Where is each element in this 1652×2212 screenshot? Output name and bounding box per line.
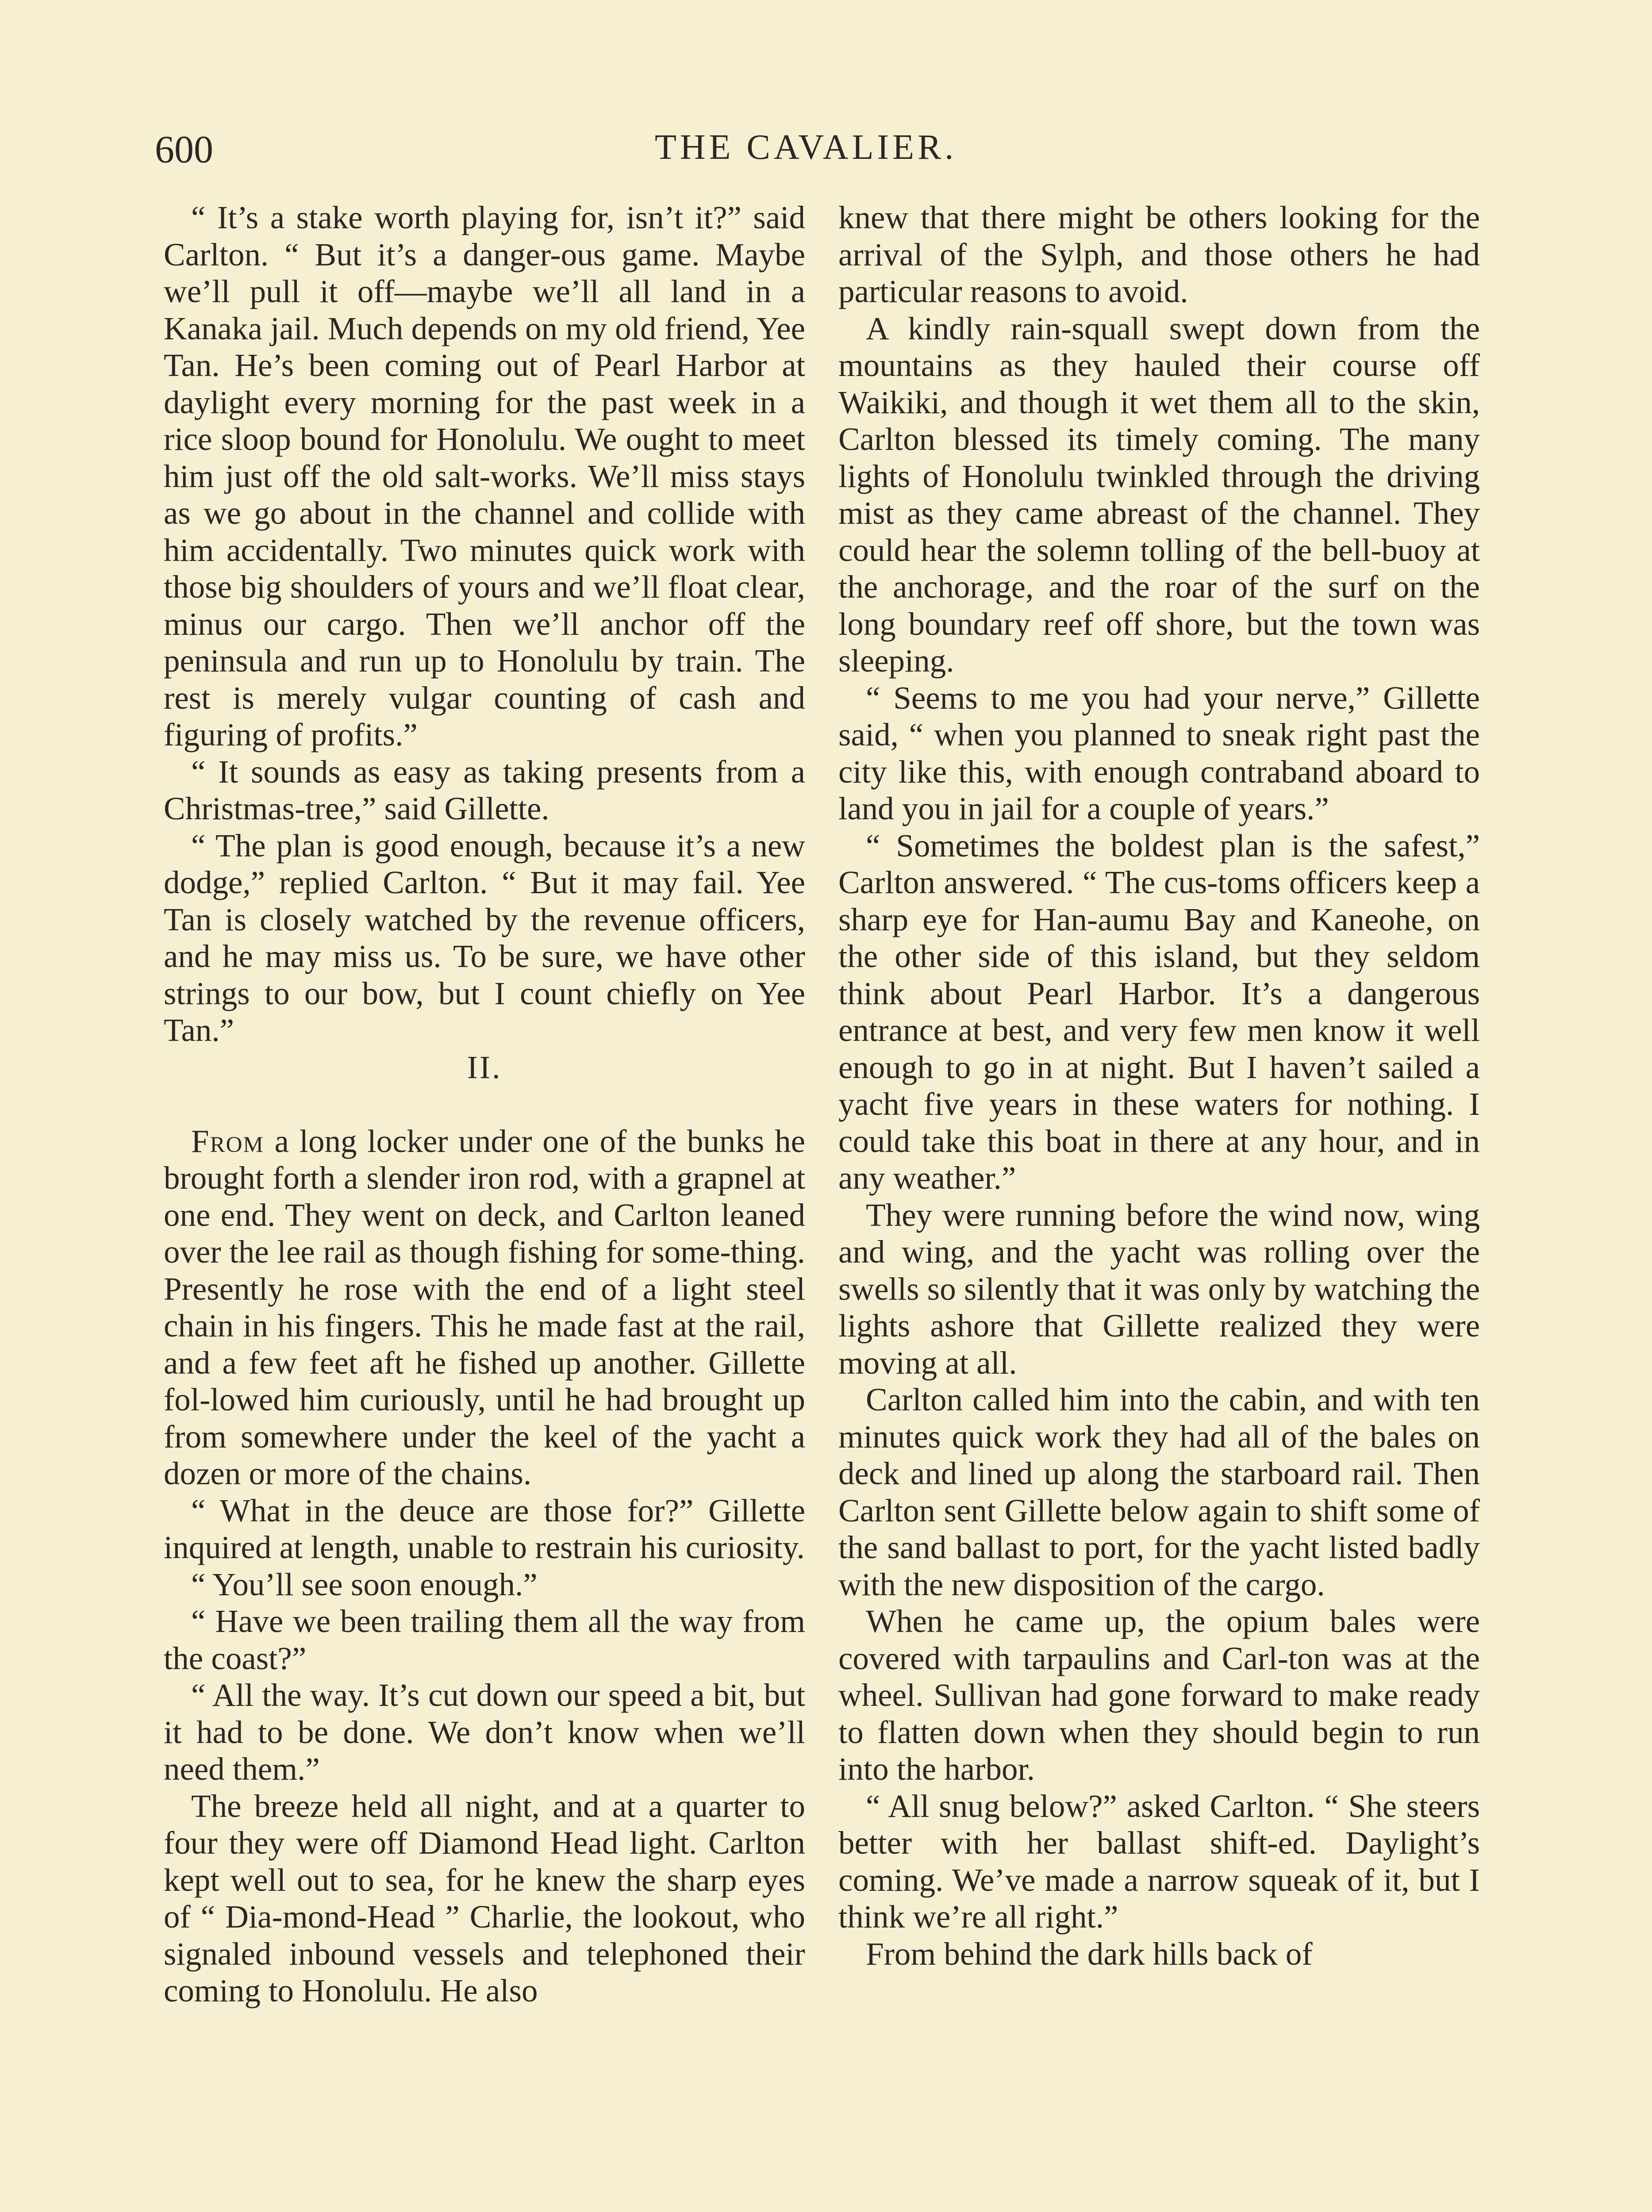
paragraph: “ The plan is good enough, because it’s a new dodge,” replied Carlton. “ But it may fail. Yee Tan is closely watched by the revenue officers, and he may miss us. To be sure, we have other strings to our bow, but I count chiefly on Yee Tan.” [164, 827, 805, 1048]
paragraph: “ Have we been trailing them all the way from the coast?” [164, 1603, 805, 1676]
paragraph: They were running before the wind now, wing and wing, and the yacht was rolling over the swells so silently that it was only by watching the lights ashore that Gillette realized they were moving at all. [838, 1197, 1480, 1381]
paragraph [164, 1123, 805, 1492]
paragraph-text: a long locker under one of the bunks he brought forth a slender iron rod, with a grapnel at one end. They went on deck, and Carlton leaned over the lee rail as though fishing for some-thing. Presently he rose with the end of a light steel chain in his fingers. This he made fast at the rail, and a few feet aft he fished up another. Gillette fol-lowed him curiously, until he had brought up from somewhere under the keel of the yacht a dozen or more of the chains. [164, 1123, 805, 1491]
section-heading: II. [467, 1049, 502, 1085]
paragraph: A kindly rain-squall swept down from the mountains as they hauled their course off Waikiki, and though it wet them all to the skin, Carlton blessed its timely coming. The many lights of Honolulu twinkled through the driving mist as they came abreast of the channel. They could hear the solemn tolling of the bell-buoy at the anchorage, and the roar of the surf on the long boundary reef off shore, but the town was sleeping. [838, 310, 1480, 679]
paragraph: “ It’s a stake worth playing for, isn’t it?” said Carlton. “ But it’s a danger-ous game. Maybe we’ll pull it off—maybe we’ll all land in a Kanaka jail. Much depends on my old friend, Yee Tan. He’s been coming out of Pearl Harbor at daylight every morning for the past week in a rice sloop bound for Honolulu. We ought to meet him just off the old salt-works. We’ll miss stays as we go about in the channel and collide with him accidentally. Two minutes quick work with those big shoulders of yours and we’ll float clear, minus our cargo. Then we’ll anchor off the peninsula and run up to Honolulu by train. The rest is merely vulgar counting of cash and figuring of profits.” [164, 200, 805, 753]
paragraph: When he came up, the opium bales were covered with tarpaulins and Carl-ton was at the wheel. Sullivan had gone forward to make ready to flatten down when they should begin to run into the harbor. [838, 1603, 1480, 1787]
paragraph: “ Sometimes the boldest plan is the safest,” Carlton answered. “ The cus-toms officers keep a sharp eye for Han-aumu Bay and Kaneohe, on the other side of this island, but they seldom think about Pearl Harbor. It’s a dangerous entrance at best, and very few men know it well enough to go in at night. But I haven’t sailed a yacht five years in these waters for nothing. I could take this boat in there at any hour, and in any weather.” [838, 827, 1480, 1196]
page-number: 600 [155, 128, 213, 171]
paragraph: “ All snug below?” asked Carlton. “ She steers better with her ballast shift-ed. Daylight’s coming. We’ve made a narrow squeak of it, but I think we’re all right.” [838, 1788, 1480, 1935]
paragraph: knew that there might be others looking for the arrival of the Sylph, and those others he had particular reasons to avoid. [838, 200, 1480, 309]
paragraph: From behind the dark hills back of [866, 1936, 1313, 1972]
paragraph: “ All the way. It’s cut down our speed a bit, but it had to be done. We don’t know when we’ll need them.” [164, 1677, 805, 1787]
left-column [164, 199, 805, 2009]
paragraph: “ Seems to me you had your nerve,” Gillette said, “ when you planned to sneak right past the city like this, with enough contraband aboard to land you in jail for a couple of years.” [838, 680, 1480, 826]
running-head: THE CAVALIER. [655, 128, 957, 167]
paragraph: Carlton called him into the cabin, and with ten minutes quick work they had all of the bales on deck and lined up along the starboard rail. Then Carlton sent Gillette below again to shift some of the sand ballast to port, for the yacht listed badly with the new disposition of the cargo. [838, 1382, 1480, 1602]
small-caps-lead: From [191, 1123, 264, 1159]
paragraph: The breeze held all night, and at a quarter to four they were off Diamond Head light. Carlton kept well out to sea, for he knew the sharp eyes of “ Dia-mond-Head ” Charlie, the lookout, who signaled inbound vessels and telephoned their coming to Honolulu. He also [164, 1788, 805, 2008]
right-column [838, 199, 1480, 1972]
paragraph: “ What in the deuce are those for?” Gillette inquired at length, unable to restrain his curiosity. [164, 1492, 805, 1565]
paragraph: “ It sounds as easy as taking presents from a Christmas-tree,” said Gillette. [164, 753, 805, 826]
paragraph: “ You’ll see soon enough.” [191, 1566, 538, 1602]
page-header [155, 119, 1495, 185]
